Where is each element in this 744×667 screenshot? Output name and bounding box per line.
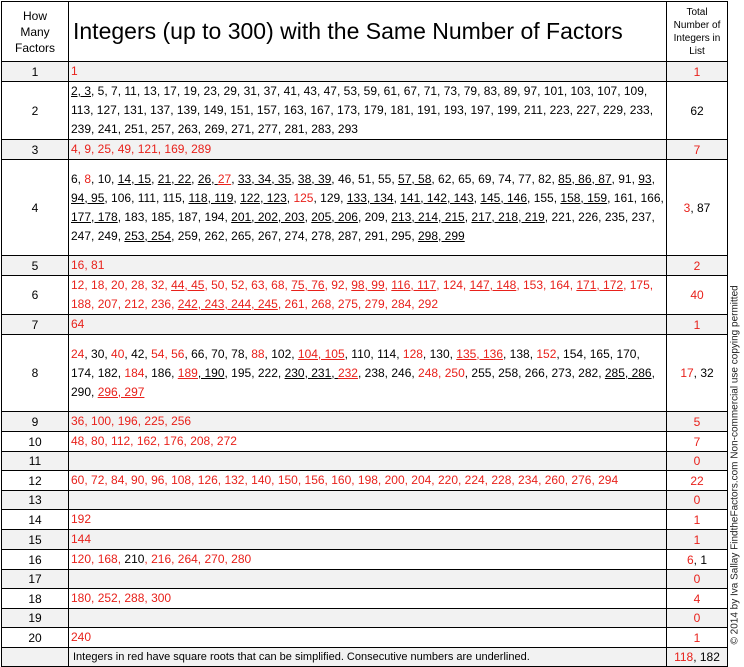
number-segment: 40 (690, 288, 704, 302)
table-row (2, 471, 728, 491)
number-segment: , (393, 190, 401, 205)
number-segment: 120, 168, (71, 552, 125, 566)
table-row (2, 491, 728, 510)
number-segment: 98, 99 (351, 278, 385, 292)
number-segment: 93, 94, 95 (71, 171, 655, 205)
integers-cell (69, 82, 667, 140)
factor-count-cell: 16 (2, 550, 69, 570)
number-segment: 0 (693, 454, 701, 468)
number-segment: 2 (693, 258, 701, 273)
header-title-cell (69, 2, 667, 62)
integers-cell (69, 589, 667, 609)
integers-cell (69, 609, 667, 628)
number-segment: , 153, 164, (516, 278, 577, 292)
number-segment: 7 (693, 142, 701, 157)
number-segment: , 195, 222, (224, 365, 285, 380)
factor-count-cell: 5 (2, 256, 69, 276)
factor-count-cell: 19 (2, 609, 69, 628)
number-segment: , (304, 209, 312, 224)
number-segment: 1 (71, 64, 78, 78)
total-count-cell (667, 491, 728, 510)
integers-cell (69, 315, 667, 335)
number-segment: , 42, (124, 346, 152, 361)
number-segment: , 66, 70, 78, (184, 346, 252, 361)
factor-count-cell: 8 (2, 335, 69, 412)
header-total-cell (667, 2, 728, 62)
number-segment: , 50, 52, 63, 68, (204, 278, 292, 292)
factor-count-cell: 20 (2, 628, 69, 648)
number-segment: 192 (71, 512, 92, 526)
total-count-cell (667, 530, 728, 550)
number-segment: 44, 45 (171, 278, 205, 292)
number-segment: 16, 81 (71, 258, 105, 272)
integers-cell (69, 550, 667, 570)
number-segment: , 209, (357, 209, 392, 224)
number-segment: 180, 252, 288, 300 (71, 591, 172, 605)
number-segment: , 110, 114, (344, 346, 403, 361)
number-segment: , 91, (611, 171, 639, 186)
number-segment: , 290, (71, 365, 655, 399)
number-segment: 85, 86, 87 (558, 171, 612, 186)
factor-count-cell: 7 (2, 315, 69, 335)
number-segment: , (384, 278, 392, 292)
number-segment: 144 (71, 532, 92, 546)
number-segment: 4 (693, 591, 701, 606)
number-segment: , 30, (84, 346, 112, 361)
number-segment: 12, 18, 20, 28, 32, (71, 278, 172, 292)
number-segment: , (286, 190, 294, 205)
number-segment: , 175, 188, 207, 212, 236, (71, 278, 654, 311)
grand-total-cell (667, 648, 728, 667)
number-segment: 122, 123 (240, 190, 287, 205)
table-row (2, 140, 728, 160)
number-segment: 5 (693, 414, 701, 429)
total-count-cell (667, 609, 728, 628)
number-segment: 118 (674, 650, 694, 664)
integers-cell (69, 276, 667, 315)
number-segment: , 10, (91, 171, 118, 186)
table-row (2, 276, 728, 315)
number-segment: 33, 34, 35 (237, 171, 292, 186)
factor-count-cell: 9 (2, 412, 69, 432)
integers-cell (69, 62, 667, 82)
number-segment: , 87 (690, 200, 711, 215)
number-segment: 40 (111, 346, 125, 361)
table-row (2, 550, 728, 570)
number-segment: 48, 80, 112, 162, 176, 208, 272 (71, 434, 237, 448)
number-segment: , 129, (313, 190, 347, 205)
number-segment: 64 (71, 317, 85, 331)
number-segment: 26, (197, 171, 218, 186)
total-count-cell (667, 160, 728, 256)
number-segment: 177, 178 (71, 209, 118, 224)
factor-count-cell: 11 (2, 452, 69, 471)
total-count-cell (667, 452, 728, 471)
number-segment: 184 (124, 365, 145, 380)
number-segment: 88 (251, 346, 265, 361)
integers-cell (69, 530, 667, 550)
number-segment: 242, 243, 244, 245 (177, 297, 278, 311)
number-segment: 135, 136 (456, 346, 503, 361)
number-segment: , 182 (693, 650, 720, 664)
header-right-label: Total Number of Integers in List (673, 6, 721, 57)
number-segment: , 102, (264, 346, 298, 361)
total-count-cell (667, 550, 728, 570)
number-segment: , 138, (503, 346, 537, 361)
number-segment: , 261, 268, 275, 279, 284, 292 (277, 297, 438, 311)
number-segment: , 255, 258, 266, 273, 282, (464, 365, 605, 380)
total-count-cell (667, 276, 728, 315)
factor-count-cell: 4 (2, 160, 69, 256)
integers-cell (69, 510, 667, 530)
table-row (2, 160, 728, 256)
number-segment: 3 (683, 200, 691, 215)
number-segment: 38, 39 (297, 171, 332, 186)
header-how-many-factors (2, 2, 69, 62)
integers-cell (69, 140, 667, 160)
number-segment: , 155, (527, 190, 561, 205)
number-segment: , 221, 226, 235, 237, 247, 249, (71, 209, 655, 243)
number-segment: 147, 148 (469, 278, 517, 292)
table-row (2, 412, 728, 432)
number-segment: , 1 (693, 552, 708, 567)
total-count-cell (667, 256, 728, 276)
number-segment: 1 (693, 317, 701, 332)
table-row (2, 62, 728, 82)
factor-count-cell: 3 (2, 140, 69, 160)
number-segment: , (291, 171, 298, 186)
integers-cell (69, 412, 667, 432)
number-segment: 0 (693, 572, 701, 586)
factor-count-cell: 18 (2, 589, 69, 609)
number-segment: 60, 72, 84, 90, 96, 108, 126, 132, 140, 150, 156, 160, 198, 200, 204, 220, 224, 228, 234, 260, 276, 294 (71, 473, 619, 487)
number-segment: , 106, 111, 115, (104, 190, 189, 205)
number-segment: 7 (693, 434, 701, 449)
factor-count-cell: 15 (2, 530, 69, 550)
number-segment: 201, 202, 203 (231, 209, 305, 224)
number-segment: 128 (402, 346, 423, 361)
table-row (2, 530, 728, 550)
table-row (2, 589, 728, 609)
number-segment: 230, 231, (284, 365, 338, 380)
page-title: Integers (up to 300) with the Same Number of Factors (73, 18, 623, 44)
number-segment: 17 (680, 366, 694, 380)
table-row (2, 609, 728, 628)
total-count-cell (667, 140, 728, 160)
number-segment: 158, 159 (560, 190, 608, 205)
number-segment: , 32 (693, 366, 714, 380)
number-segment: , 238, 246, (357, 365, 419, 380)
number-segment: , 154, 165, 170, 174, 182, (71, 346, 640, 380)
number-segment: , 259, 262, 265, 267, 274, 278, 287, 291, 295, (171, 228, 418, 243)
total-count-cell (667, 589, 728, 609)
number-segment: 14, 15 (117, 171, 152, 186)
table-row (2, 335, 728, 412)
number-segment: 62 (690, 103, 704, 118)
number-segment: 1 (693, 532, 701, 547)
total-count-cell (667, 412, 728, 432)
number-segment: 27 (217, 171, 232, 186)
number-segment: , 92, (324, 278, 352, 292)
number-segment: 217, 218, 219 (471, 209, 545, 224)
number-segment: , 190 (197, 365, 225, 380)
number-segment: 152 (536, 346, 557, 361)
factor-count-cell: 1 (2, 62, 69, 82)
integers-cell (69, 160, 667, 256)
number-segment: , 62, 65, 69, 74, 77, 82, (431, 171, 559, 186)
integers-cell (69, 256, 667, 276)
total-count-cell (667, 335, 728, 412)
number-segment: 6 (686, 552, 694, 567)
number-segment: 210 (124, 552, 145, 566)
number-segment: 1 (693, 630, 701, 645)
total-count-cell (667, 432, 728, 452)
number-segment: , 5, 7, 11, 13, 17, 19, 23, 29, 31, 37, 41, 43, 47, 53, 59, 61, 67, 71, 73, 79, 83, 89, 97, 101, 103, 107, 109, 113, 127, 131, 137, 139, 149, 151, 157, 163, 167, 173, 179, 181, 191, 193, 197, 199, 211, 223, 227, 229, 233, 239, 241, 251, 257, 263, 269, 271, 277, 281, 283, 293 (71, 84, 654, 136)
total-count-cell (667, 570, 728, 589)
number-segment: , (191, 171, 198, 186)
number-segment: 36, 100, 196, 225, 256 (71, 414, 192, 428)
number-segment: 189 (177, 365, 198, 380)
copyright-credit (728, 233, 742, 643)
integers-cell (69, 570, 667, 589)
factor-count-cell: 13 (2, 491, 69, 510)
number-segment: 104, 105 (297, 346, 345, 361)
number-segment: 75, 76 (291, 278, 325, 292)
number-segment: 240 (71, 630, 92, 644)
factor-count-cell: 12 (2, 471, 69, 491)
number-segment: 24 (71, 346, 85, 361)
header-row (2, 2, 728, 62)
number-segment: , (473, 190, 481, 205)
number-segment: 2, 3 (71, 84, 92, 98)
number-segment: , 183, 185, 187, 194, (117, 209, 232, 224)
copyright-text: © 2014 by Iva Sallay FindtheFactors.com Non-commercial use copying permitted (729, 285, 741, 645)
integers-cell (69, 432, 667, 452)
number-segment: , 161, 166, (607, 190, 664, 205)
integers-cell (69, 471, 667, 491)
number-segment: 116, 117 (391, 278, 437, 292)
table-row (2, 315, 728, 335)
number-segment: 285, 286 (604, 365, 652, 380)
number-segment: 1 (693, 64, 701, 79)
footer-empty-cell (2, 648, 69, 667)
number-segment: 6, (71, 171, 85, 186)
table-row (2, 82, 728, 140)
number-segment: , 130, (422, 346, 457, 361)
number-segment: , 46, 51, 55, (331, 171, 399, 186)
number-segment: 1 (693, 512, 701, 527)
number-segment: 22 (690, 473, 704, 488)
total-count-cell (667, 62, 728, 82)
total-count-cell (667, 315, 728, 335)
table-row (2, 452, 728, 471)
factor-count-cell: 17 (2, 570, 69, 589)
integers-cell (69, 452, 667, 471)
factors-table (1, 1, 728, 667)
footer-note: Integers in red have square roots that can be simplified. Consecutive numbers are underlined. (69, 648, 667, 667)
number-segment: 133, 134 (346, 190, 394, 205)
integers-cell (69, 491, 667, 510)
factor-count-cell: 2 (2, 82, 69, 140)
number-segment: 0 (693, 611, 701, 625)
number-segment: 141, 142, 143 (400, 190, 474, 205)
number-segment: 213, 214, 215 (391, 209, 465, 224)
number-segment: 4, 9, 25, 49, 121, 169, 289 (71, 142, 212, 156)
table-row (2, 256, 728, 276)
number-segment: 248, 250 (418, 365, 465, 380)
total-count-cell (667, 82, 728, 140)
number-segment: 57, 58 (398, 171, 432, 186)
number-segment: 171, 172 (576, 278, 624, 292)
header-left-label: How Many Factors (14, 8, 55, 55)
factor-count-cell: 6 (2, 276, 69, 315)
number-segment: 8 (84, 171, 92, 186)
number-segment: , (231, 171, 238, 186)
number-segment: , 186, (144, 365, 178, 380)
number-segment: 298, 299 (417, 228, 465, 243)
number-segment: 0 (693, 493, 701, 507)
number-segment: 205, 206 (311, 209, 358, 224)
factor-count-cell: 10 (2, 432, 69, 452)
number-segment: 145, 146 (480, 190, 528, 205)
integers-cell (69, 335, 667, 412)
table-row (2, 570, 728, 589)
number-segment: 253, 254 (124, 228, 172, 243)
number-segment: , 124, (436, 278, 470, 292)
number-segment: 125 (293, 190, 314, 205)
number-segment: , (151, 171, 158, 186)
number-segment: 296, 297 (97, 384, 145, 399)
number-segment: , (233, 190, 241, 205)
total-count-cell (667, 471, 728, 491)
table-row (2, 510, 728, 530)
factor-count-cell: 14 (2, 510, 69, 530)
number-segment: 232 (337, 365, 358, 380)
total-count-cell (667, 510, 728, 530)
number-segment: 54, 56 (151, 346, 185, 361)
number-segment: , 216, 264, 270, 280 (144, 552, 252, 566)
table-row (2, 432, 728, 452)
footer-row (2, 648, 728, 667)
number-segment: 118, 119 (188, 190, 234, 205)
number-segment: , (464, 209, 472, 224)
number-segment: 21, 22 (157, 171, 192, 186)
